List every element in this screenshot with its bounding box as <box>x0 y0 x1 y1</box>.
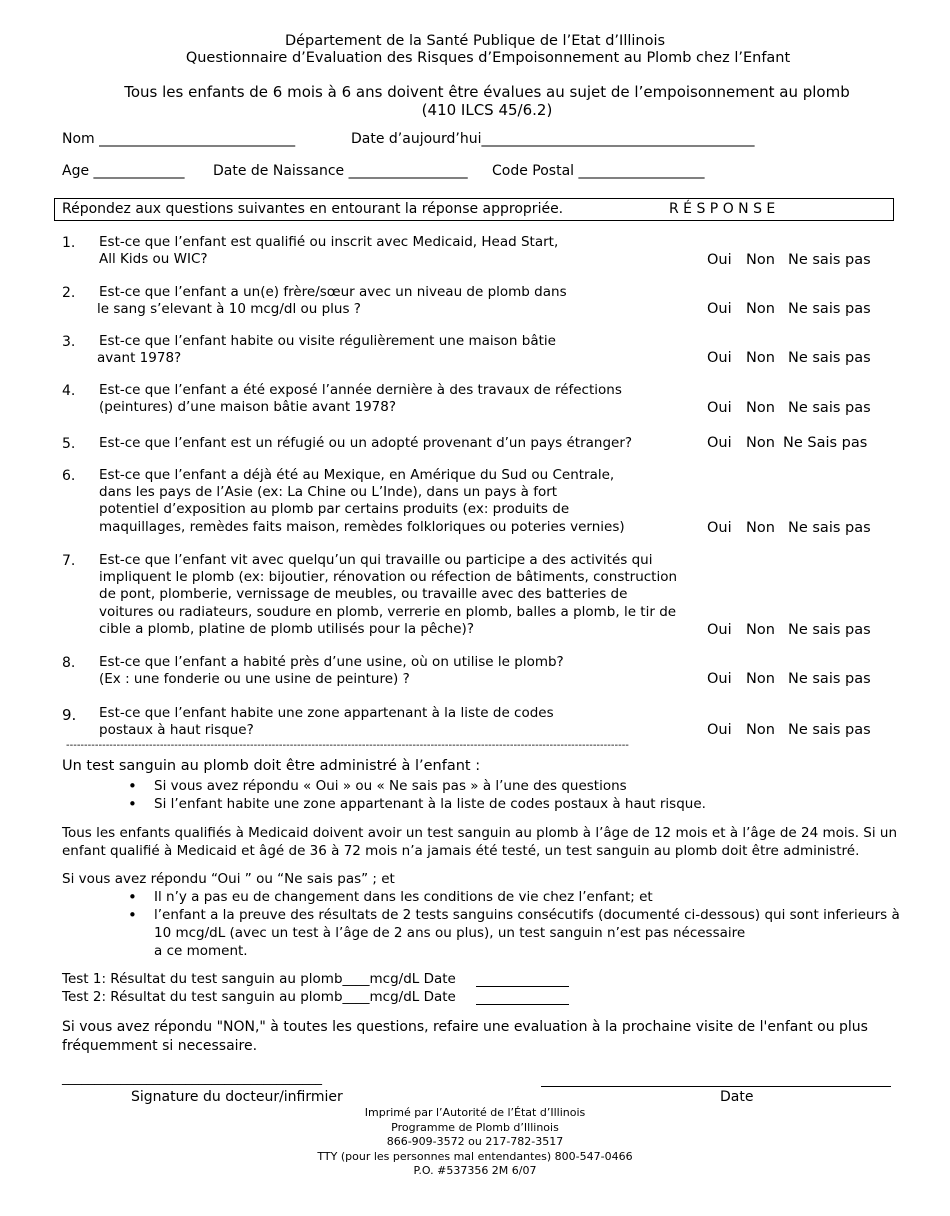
answer-no[interactable]: Non <box>746 252 775 268</box>
test-1-date-line[interactable] <box>476 986 569 987</box>
condition-line: 10 mcg/dL (avec un test à l’âge de 2 ans ou plus), un test sanguin n’est pas nécessaire <box>154 925 746 941</box>
footer-line: P.O. #537356 2M 6/07 <box>413 1164 537 1177</box>
question-number: 8. <box>62 655 76 671</box>
question-text <box>99 382 622 416</box>
condition-item <box>128 906 900 960</box>
question-line: impliquent le plomb (ex: bijoutier, rénovation ou réfection de bâtiments, construction <box>99 569 678 586</box>
answer-unknown[interactable]: Ne sais pas <box>788 520 871 536</box>
question-line: avant 1978? <box>97 350 182 367</box>
question-line: All Kids ou WIC? <box>99 251 208 268</box>
test-2-result[interactable]: Test 2: Résultat du test sanguin au plomb____mcg/dL Date <box>62 989 456 1005</box>
signature-line[interactable]: ________________________________________ <box>62 1071 322 1086</box>
question-number: 2. <box>62 285 76 301</box>
answer-unknown[interactable]: Ne sais pas <box>788 301 871 317</box>
legal-reference: (410 ILCS 45/6.2) <box>421 101 553 119</box>
answer-no[interactable]: Non <box>746 301 775 317</box>
answer-yes[interactable]: Oui <box>707 301 732 317</box>
question-line: maquillages, remèdes faits maison, remèdes folkloriques ou poteries vernies) <box>99 518 625 535</box>
answer-unknown[interactable]: Ne sais pas <box>788 252 871 268</box>
question-line: potentiel d’exposition au plomb par certains produits (ex: produits de <box>99 501 570 518</box>
postal-code-field[interactable]: Code Postal __________________ <box>492 163 705 179</box>
blood-test-criteria <box>128 777 706 813</box>
question-line: Est-ce que l’enfant habite ou visite régulièrement une maison bâtie <box>99 333 556 349</box>
question-line: cible a plomb, platine de plomb utilisés pour la pêche)? <box>99 620 474 637</box>
question-line: (peintures) d’une maison bâtie avant 1978? <box>99 399 397 416</box>
answer-yes[interactable]: Oui <box>707 400 732 416</box>
question-number: 7. <box>62 553 76 569</box>
question-line: le sang s’elevant à 10 mcg/dl ou plus ? <box>97 301 361 318</box>
footer <box>0 1106 950 1179</box>
non-note-line-2: fréquemment si necessaire. <box>62 1038 258 1054</box>
answer-yes[interactable]: Oui <box>707 435 732 451</box>
date-label: Date <box>720 1089 754 1105</box>
question-text <box>99 552 677 638</box>
question-line: Est-ce que l’enfant a été exposé l’année dernière à des travaux de réfections <box>99 382 622 398</box>
question-line: Est-ce que l’enfant est un réfugié ou un adopté provenant d’un pays étranger? <box>99 435 633 451</box>
birth-date-field[interactable]: Date de Naissance _________________ <box>213 163 468 179</box>
answer-no[interactable]: Non <box>746 520 775 536</box>
answer-no[interactable]: Non <box>746 350 775 366</box>
question-line: (Ex : une fonderie ou une usine de peinture) ? <box>99 671 410 688</box>
answer-unknown[interactable]: Ne sais pas <box>788 400 871 416</box>
question-number: 3. <box>62 334 76 350</box>
name-field[interactable]: Nom ____________________________ <box>62 131 296 147</box>
question-text <box>99 333 556 367</box>
answer-unknown[interactable]: Ne sais pas <box>788 722 871 738</box>
answer-yes[interactable]: Oui <box>707 622 732 638</box>
question-text <box>99 705 554 739</box>
question-text <box>99 654 564 688</box>
divider: ------------------------------------------------------------------------------------------------------------------------------------------------------------ <box>66 740 629 751</box>
signature-label: Signature du docteur/infirmier <box>131 1089 343 1105</box>
medicaid-note-line-2: enfant qualifié à Medicaid et âgé de 36 à 72 mois n’a jamais été testé, un test sanguin au plomb doit être administré. <box>62 843 860 859</box>
test-1-result[interactable]: Test 1: Résultat du test sanguin au plomb____mcg/dL Date <box>62 971 456 987</box>
answer-no[interactable]: Non <box>746 400 775 416</box>
footer-line: TTY (pour les personnes mal entendantes) 800-547-0466 <box>317 1149 633 1163</box>
form-title: Questionnaire d’Evaluation des Risques d’Empoisonnement au Plomb chez l’Enfant <box>185 50 791 66</box>
footer-line: Imprimé par l’Autorité de l’État d’Illinois <box>364 1106 586 1119</box>
question-number: 4. <box>62 383 76 399</box>
question-text <box>99 284 567 318</box>
question-line: Est-ce que l’enfant a un(e) frère/sœur avec un niveau de plomb dans <box>99 284 567 300</box>
answer-yes[interactable]: Oui <box>707 520 732 536</box>
question-line: Est-ce que l’enfant habite une zone appartenant à la liste de codes <box>99 705 554 721</box>
date-signature-line[interactable] <box>541 1086 891 1087</box>
question-line: postaux à haut risque? <box>99 722 254 739</box>
question-line: Est-ce que l’enfant a déjà été au Mexique, en Amérique du Sud ou Centrale, <box>99 467 615 483</box>
criteria-item: • Si vous avez répondu « Oui » ou « Ne sais pas » à l’une des questions <box>128 777 706 795</box>
answer-unknown[interactable]: Ne sais pas <box>788 622 871 638</box>
question-number: 9. <box>62 706 77 724</box>
answer-yes[interactable]: Oui <box>707 671 732 687</box>
footer-line: 866-909-3572 ou 217-782-3517 <box>386 1135 564 1148</box>
answer-unknown[interactable]: Ne sais pas <box>788 350 871 366</box>
condition-item: • Il n’y a pas eu de changement dans les conditions de vie chez l’enfant; et <box>128 888 900 906</box>
question-text <box>99 467 625 536</box>
conditions-intro: Si vous avez répondu “Oui ” ou “Ne sais pas” ; et <box>62 871 395 887</box>
instruction-text: Répondez aux questions suivantes en entourant la réponse appropriée. <box>62 201 564 217</box>
blood-test-heading: Un test sanguin au plomb doit être administré à l’enfant : <box>62 758 481 774</box>
answer-yes[interactable]: Oui <box>707 722 732 738</box>
answer-no[interactable]: Non <box>746 622 775 638</box>
header-line-1: Département de la Santé Publique de l’Etat d’Illinois <box>284 33 666 49</box>
date-today-field[interactable]: Date d’aujourd’hui_______________________________________ <box>351 131 755 147</box>
answer-unknown[interactable]: Ne Sais pas <box>783 435 868 451</box>
question-line: Est-ce que l’enfant est qualifié ou inscrit avec Medicaid, Head Start, <box>99 234 559 250</box>
response-header: R É S P O N S E <box>669 201 776 217</box>
criteria-item: • Si l’enfant habite une zone appartenant à la liste de codes postaux à haut risque. <box>128 795 706 813</box>
question-line: voitures ou radiateurs, soudure en plomb, verrerie en plomb, balles a plomb, le tir de <box>99 603 677 620</box>
question-number: 1. <box>62 235 76 251</box>
subtitle: Tous les enfants de 6 mois à 6 ans doivent être évalues au sujet de l’empoisonnement au plomb <box>124 83 850 101</box>
test-2-date-line[interactable] <box>476 1004 569 1005</box>
answer-no[interactable]: Non <box>746 722 775 738</box>
non-note-line-1: Si vous avez répondu "NON," à toutes les questions, refaire une evaluation à la prochaine visite de l'enfant ou plus <box>62 1019 868 1035</box>
conditions-list <box>128 888 900 960</box>
answer-yes[interactable]: Oui <box>707 350 732 366</box>
question-line: de pont, plomberie, vernissage de meubles, ou travaille avec des batteries de <box>99 586 628 603</box>
question-text <box>99 234 558 268</box>
answer-yes[interactable]: Oui <box>707 252 732 268</box>
answer-no[interactable]: Non <box>746 671 775 687</box>
question-line: Est-ce que l’enfant vit avec quelqu’un qui travaille ou participe a des activités qui <box>99 552 653 568</box>
question-text <box>99 435 632 452</box>
answer-no[interactable]: Non <box>746 435 775 451</box>
condition-line: a ce moment. <box>154 943 248 959</box>
question-line: dans les pays de l’Asie (ex: La Chine ou L’Inde), dans un pays à fort <box>99 484 558 501</box>
condition-line: l’enfant a la preuve des résultats de 2 tests sanguins consécutifs (documenté ci-dessous) qui sont inferieurs à <box>154 907 900 923</box>
question-number: 5. <box>62 436 76 452</box>
question-line: Est-ce que l’enfant a habité près d’une usine, où on utilise le plomb? <box>99 654 564 670</box>
medicaid-note-line-1: Tous les enfants qualifiés à Medicaid doivent avoir un test sanguin au plomb à l’âge de 12 mois et à l’âge de 24 mois. Si un <box>62 825 897 841</box>
age-field[interactable]: Age _____________ <box>62 163 185 179</box>
question-number: 6. <box>62 468 76 484</box>
footer-line: Programme de Plomb d’Illinois <box>391 1120 559 1134</box>
answer-unknown[interactable]: Ne sais pas <box>788 671 871 687</box>
